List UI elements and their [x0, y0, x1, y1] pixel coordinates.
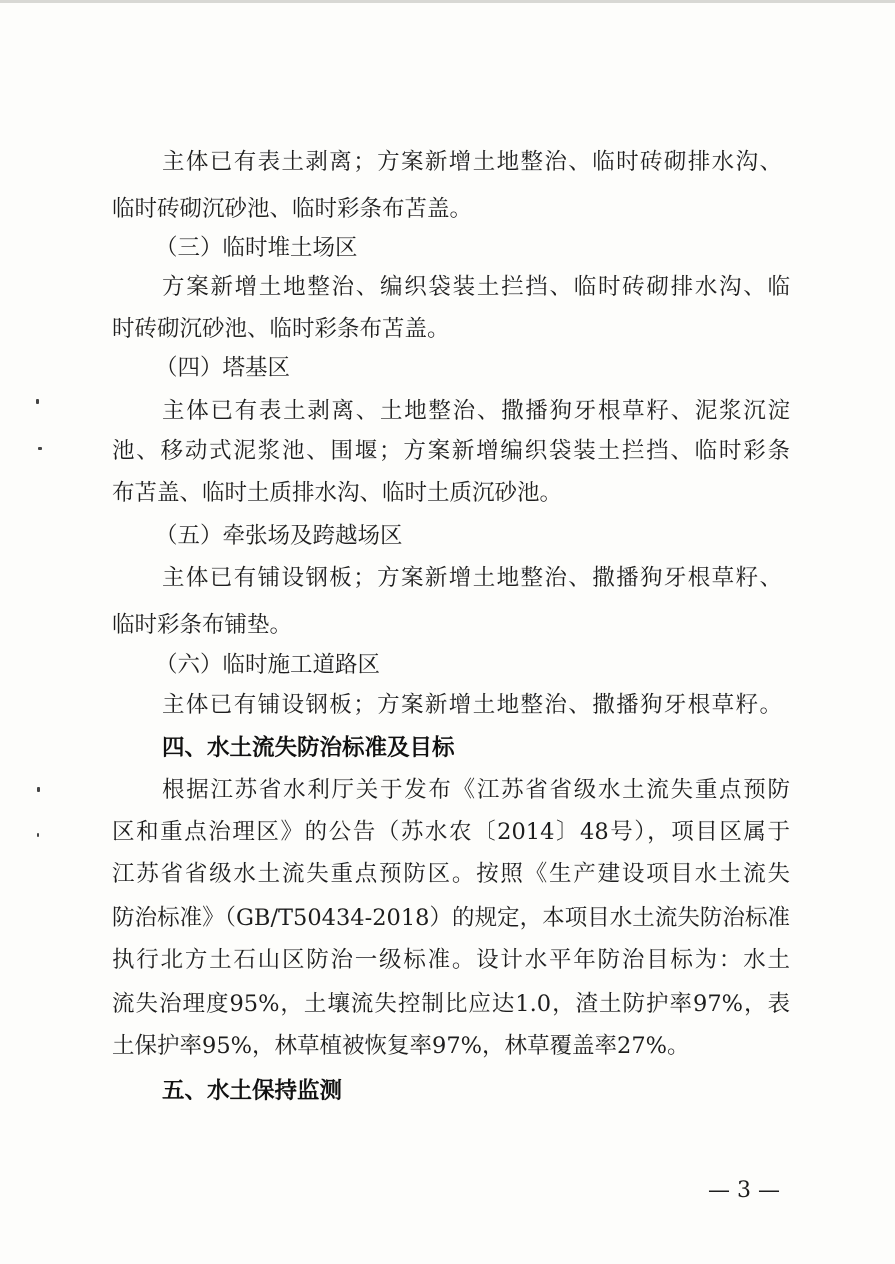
body-line: 临时砖砌沉砂池、临时彩条布苫盖。 — [112, 196, 473, 222]
body-line: 主体已有铺设钢板；方案新增土地整治、撒播狗牙根草籽。 — [162, 692, 782, 718]
body-line: 主体已有铺设钢板；方案新增土地整治、撒播狗牙根草籽、 — [162, 565, 782, 591]
body-line: 执行北方土石山区防治一级标准。设计水平年防治目标为：水土 — [112, 947, 790, 973]
body-line: 主体已有表土剥离、土地整治、撒播狗牙根草籽、泥浆沉淀 — [162, 398, 790, 424]
body-line: 时砖砌沉砂池、临时彩条布苫盖。 — [112, 316, 450, 342]
body-line: 池、移动式泥浆池、围堰；方案新增编织袋装土拦挡、临时彩条 — [112, 438, 790, 464]
body-line: 防治标准》（GB/T50434-2018）的规定，本项目水土流失防治标准 — [112, 905, 790, 931]
section-heading: 五、水土保持监测 — [162, 1078, 343, 1104]
body-line: 区和重点治理区》的公告（苏水农〔2014〕48号），项目区属于 — [112, 819, 790, 845]
body-line: 临时彩条布铺垫。 — [112, 612, 293, 638]
section-heading: 四、水土流失防治标准及目标 — [162, 735, 455, 761]
body-line: 主体已有表土剥离；方案新增土地整治、临时砖砌排水沟、 — [162, 149, 782, 175]
page-number: — 3 — — [708, 1178, 780, 1203]
section-subtitle: （六）临时施工道路区 — [155, 652, 381, 678]
scan-edge — [0, 0, 895, 3]
body-line: 江苏省省级水土流失重点预防区。按照《生产建设项目水土流失 — [112, 861, 790, 887]
body-line: 布苫盖、临时土质排水沟、临时土质沉砂池。 — [112, 480, 563, 506]
body-line: 流失治理度95%，土壤流失控制比应达1.0，渣土防护率97%，表 — [112, 991, 790, 1017]
scan-speck — [37, 833, 39, 837]
scan-speck — [37, 787, 40, 792]
scan-speck — [38, 447, 42, 450]
section-subtitle: （四）塔基区 — [155, 355, 291, 381]
body-line: 方案新增土地整治、编织袋装土拦挡、临时砖砌排水沟、临 — [162, 274, 790, 300]
section-subtitle: （五）牵张场及跨越场区 — [155, 523, 403, 549]
scan-speck — [36, 399, 39, 404]
section-subtitle: （三）临时堆土场区 — [155, 235, 358, 261]
body-line: 土保护率95%，林草植被恢复率97%，林草覆盖率27%。 — [112, 1033, 690, 1059]
body-line: 根据江苏省水利厅关于发布《江苏省省级水土流失重点预防 — [162, 777, 790, 803]
